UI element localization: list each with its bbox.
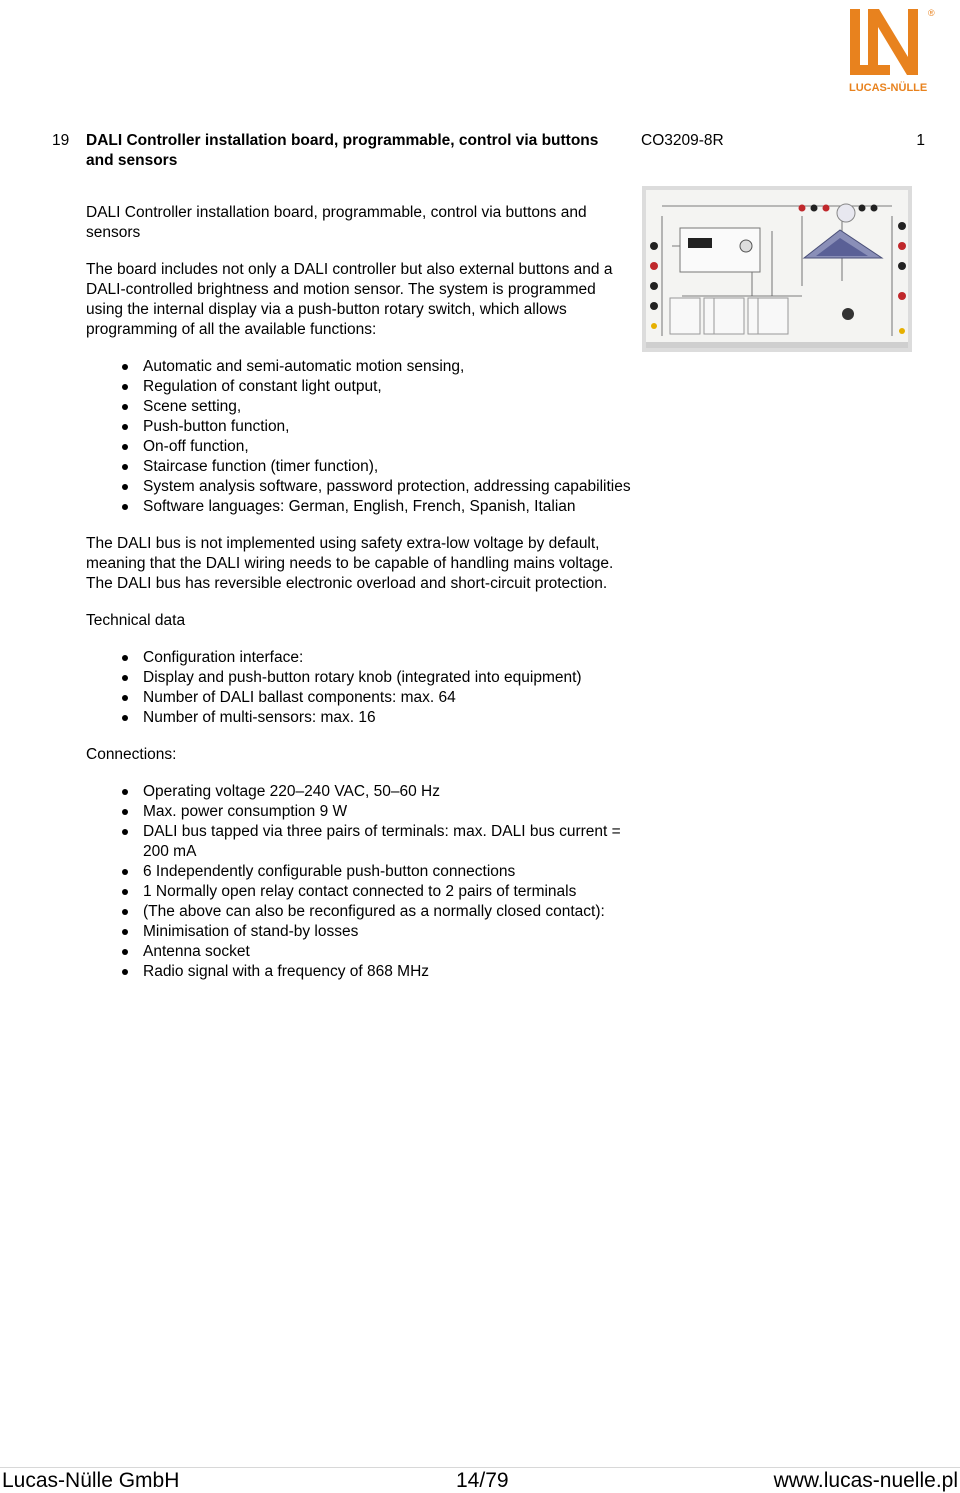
list-item: DALI bus tapped via three pairs of terminals: max. DALI bus current = 200 mA [143, 822, 631, 862]
list-item: 1 Normally open relay contact connected to 2 pairs of terminals [143, 882, 631, 902]
logo-l-foot [850, 65, 890, 75]
list-item: Antenna socket [143, 942, 631, 962]
board-label-strip [646, 342, 908, 348]
list-item: Push-button function, [143, 417, 631, 437]
list-item: Staircase function (timer function), [143, 457, 631, 477]
list-item: Display and push-button rotary knob (integrated into equipment) [143, 668, 631, 688]
rotary-knob [740, 240, 752, 252]
intro-paragraph: The board includes not only a DALI controller but also external buttons and a DALI-controlled brightness and motion sensor. The system is programmed using the internal display via a push-button rotary switch, which allows programming of all the available functions: [86, 261, 613, 338]
footer-divider [0, 1467, 960, 1468]
connections-list [86, 782, 631, 982]
list-item: Configuration interface: [143, 648, 631, 668]
list-item: Max. power consumption 9 W [143, 802, 631, 822]
list-item: 6 Independently configurable push-button connections [143, 862, 631, 882]
order-number: CO3209-8R [641, 132, 724, 149]
list-item: Regulation of constant light output, [143, 377, 631, 397]
technical-data-list [86, 648, 631, 728]
list-item: Number of multi-sensors: max. 16 [143, 708, 631, 728]
item-quantity: 1 [916, 132, 925, 149]
list-item: Software languages: German, English, French, Spanish, Italian [143, 497, 631, 517]
lucas-nuelle-logo [846, 5, 936, 95]
list-item: Number of DALI ballast components: max. 64 [143, 688, 631, 708]
footer-website-link[interactable]: www.lucas-nuelle.pl [773, 1469, 958, 1492]
antenna-socket [842, 308, 854, 320]
controller-display [688, 238, 712, 248]
item-description [86, 203, 631, 999]
motion-sensor [837, 204, 855, 222]
list-item: Scene setting, [143, 397, 631, 417]
list-item: Minimisation of stand-by losses [143, 922, 631, 942]
item-position: 19 [52, 132, 70, 149]
footer-company: Lucas-Nülle GmbH [2, 1469, 180, 1492]
item-title: DALI Controller installation board, programmable, control via buttons and sensors [86, 132, 599, 169]
bus-note-paragraph: The DALI bus is not implemented using safety extra-low voltage by default, meaning that the DALI wiring needs to be capable of handling mains voltage. The DALI bus has reversible electronic overload and short-circuit protection. [86, 535, 614, 592]
footer-page-number: 14/79 [456, 1469, 509, 1492]
logo-registered-mark: ® [928, 8, 935, 18]
product-photo [642, 186, 912, 352]
push-buttons [670, 298, 788, 334]
technical-data-heading: Technical data [86, 612, 186, 629]
list-item: Radio signal with a frequency of 868 MHz [143, 962, 631, 982]
list-item: Automatic and semi-automatic motion sensing, [143, 357, 631, 377]
logo-wordmark: LUCAS-NÜLLE [849, 82, 928, 94]
item-header-row [0, 131, 960, 173]
list-item: Operating voltage 220–240 VAC, 50–60 Hz [143, 782, 631, 802]
list-item: System analysis software, password protection, addressing capabilities [143, 478, 631, 495]
connections-heading: Connections: [86, 746, 177, 763]
list-item: (The above can also be reconfigured as a normally closed contact): [143, 902, 631, 922]
item-subtitle: DALI Controller installation board, programmable, control via buttons and sensors [86, 204, 587, 241]
list-item: On-off function, [143, 437, 631, 457]
functions-list [86, 357, 631, 517]
